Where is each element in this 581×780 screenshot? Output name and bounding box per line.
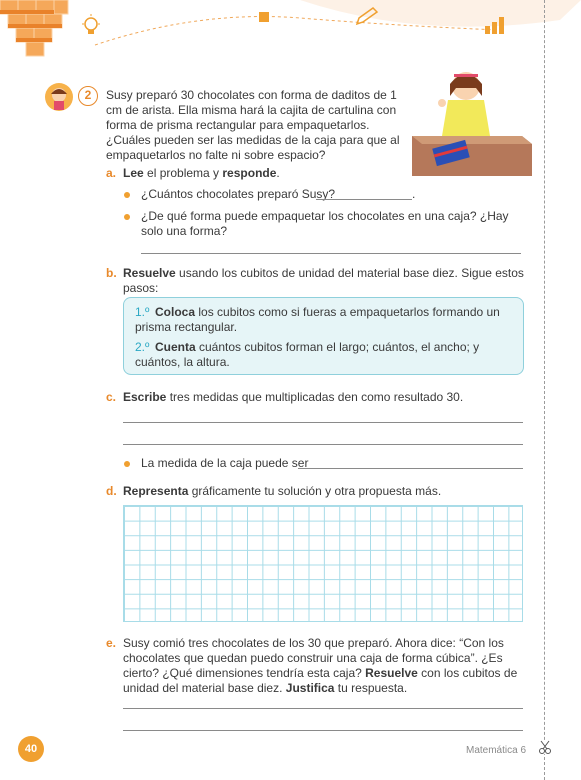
step-2-text: cuántos cubitos forman el largo; cuántos, el ancho; y cuántos, la altura. bbox=[135, 340, 480, 369]
step-1-text: los cubitos como si fueras a empaquetarlos formando un prisma rectangular. bbox=[135, 305, 500, 334]
page-number: 40 bbox=[24, 743, 38, 755]
scissors-icon bbox=[538, 740, 552, 754]
answer-line-a2[interactable] bbox=[141, 253, 521, 254]
answer-line-c2[interactable] bbox=[123, 444, 523, 445]
activity-number-badge bbox=[78, 86, 98, 106]
part-e-t2: con los cubitos de unidad del material base diez. bbox=[123, 666, 518, 695]
part-d-letter: d. bbox=[106, 484, 117, 498]
part-d-text: gráficamente tu solución y otra propuesta más. bbox=[188, 484, 442, 498]
bullet bbox=[124, 214, 130, 220]
answer-line-e2[interactable] bbox=[123, 730, 523, 731]
part-c-verb: Escribe bbox=[123, 390, 167, 404]
part-c-instruction bbox=[123, 390, 533, 405]
pencil-icon bbox=[355, 6, 379, 26]
part-a-question-2: ¿De qué forma puede empaquetar los chocolates en una caja? ¿Hay solo una forma? bbox=[141, 209, 509, 238]
part-d-instruction bbox=[123, 484, 533, 499]
part-b-verb: Resuelve bbox=[123, 266, 176, 280]
part-b-instruction bbox=[123, 266, 543, 296]
part-e-verb1: Resuelve bbox=[365, 666, 418, 680]
activity-number: 2 bbox=[84, 88, 92, 102]
part-a-question-1: ¿Cuántos chocolates preparó Susy? bbox=[141, 187, 336, 201]
period: . bbox=[412, 187, 416, 201]
part-e-letter: e. bbox=[106, 636, 117, 650]
cube-stack-icon bbox=[0, 0, 75, 60]
bullet bbox=[124, 192, 130, 198]
part-e-verb2: Justifica bbox=[285, 681, 335, 695]
step-1-verb: Coloca bbox=[155, 305, 196, 319]
part-e-t3: tu respuesta. bbox=[334, 681, 408, 695]
part-e-t1: Susy comió tres chocolates de los 30 que preparó. Ahora dice: “Con los chocolates que quedan puedo construir una caja de forma cúbica”. ¿Es cierto? ¿Qué dimensiones tendría esta caja? bbox=[123, 636, 504, 680]
part-e-text bbox=[123, 636, 528, 696]
part-a-mid: el problema y bbox=[143, 166, 223, 180]
lightbulb-icon bbox=[80, 14, 102, 38]
step-1 bbox=[135, 305, 517, 335]
answer-line-c1[interactable] bbox=[123, 422, 523, 423]
part-b-text: usando los cubitos de unidad del material base diez. Sigue estos pasos: bbox=[123, 266, 524, 295]
page-number-badge bbox=[18, 736, 44, 762]
step-2-verb: Cuenta bbox=[155, 340, 196, 354]
part-b-letter: b. bbox=[106, 266, 117, 280]
part-a-letter: a. bbox=[106, 166, 117, 180]
answer-line-c3[interactable] bbox=[298, 468, 523, 469]
part-a-verb2: responde bbox=[222, 166, 277, 180]
bullet bbox=[124, 461, 130, 467]
girl-icon bbox=[44, 82, 74, 112]
drawing-grid[interactable] bbox=[123, 505, 523, 622]
step-1-num: 1.º bbox=[135, 305, 150, 319]
bar-chart-icon bbox=[484, 16, 506, 34]
part-c-bullet: La medida de la caja puede ser bbox=[141, 456, 309, 470]
part-a-instruction bbox=[123, 166, 523, 181]
cut-line bbox=[544, 0, 545, 780]
step-2-num: 2.º bbox=[135, 340, 150, 354]
part-a-end: . bbox=[276, 166, 280, 180]
activity-intro bbox=[106, 88, 406, 163]
activity-intro-text: Susy preparó 30 chocolates con forma de daditos de 1 cm de arista. Ella misma hará la cajita de cartulina con forma de prisma rectangular para empaquetarlos. ¿Cuáles pueden ser las medidas de la caja para que al empaquetarlos no falte ni sobre espacio? bbox=[106, 88, 400, 162]
part-a-verb1: Lee bbox=[123, 166, 144, 180]
part-c-text: tres medidas que multiplicadas den como resultado 30. bbox=[166, 390, 464, 404]
footer-subject: Matemática 6 bbox=[466, 745, 527, 756]
answer-line-e1[interactable] bbox=[123, 708, 523, 709]
answer-line-a1[interactable] bbox=[316, 199, 412, 200]
step-2 bbox=[135, 340, 517, 370]
cube-icon bbox=[258, 11, 270, 23]
part-d-verb: Representa bbox=[123, 484, 189, 498]
illustration-girl-chocolates bbox=[412, 66, 532, 176]
part-c-letter: c. bbox=[106, 390, 117, 404]
